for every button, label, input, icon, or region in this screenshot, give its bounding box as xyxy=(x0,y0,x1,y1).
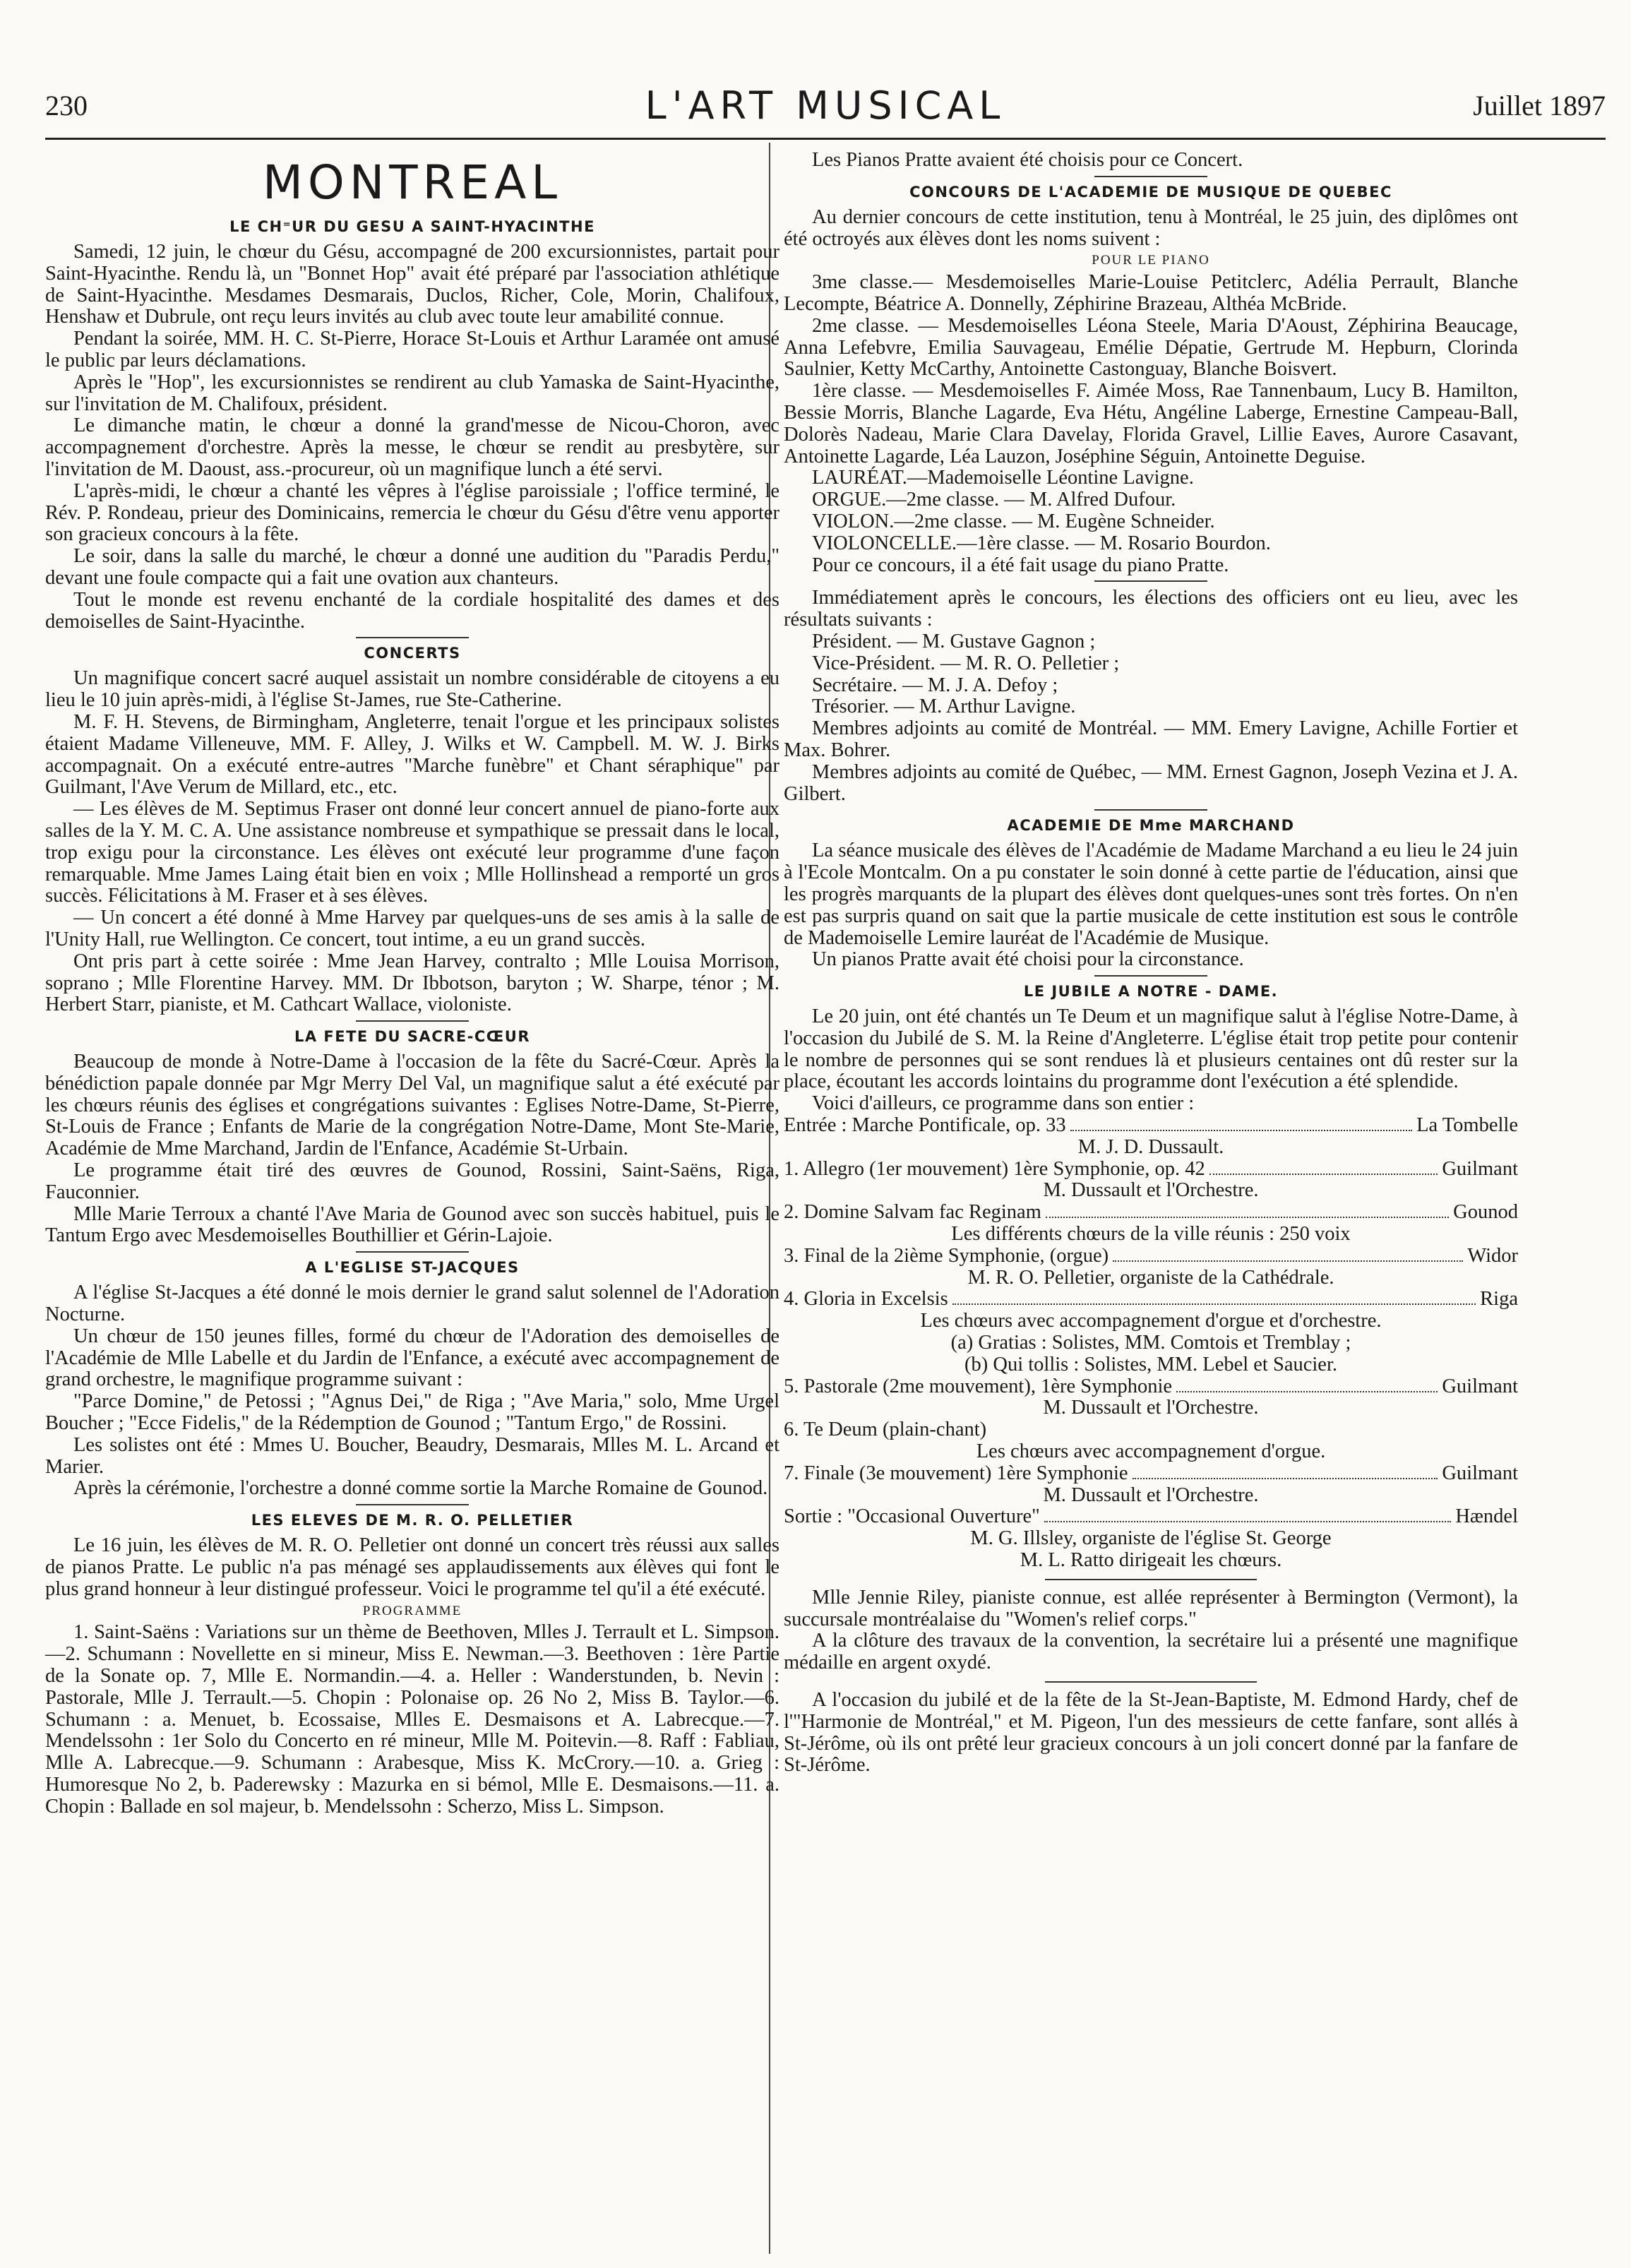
paragraph: Le dimanche matin, le chœur a donné la grand'messe de Nicou-Choron, avec accompagnement d'orchestre. Après la messe, le chœur se rendit au presbytère, sur l'invitation de M. Daoust, ass.-procureur, où un magnifique lunch a été servi. xyxy=(45,414,779,480)
article-heading-jubile: LE JUBILE A NOTRE - DAME. xyxy=(1023,983,1279,1001)
section-title: MONTREAL xyxy=(262,155,563,210)
program-item-composer: La Tombelle xyxy=(1416,1114,1518,1137)
divider xyxy=(1094,809,1207,811)
issue-date: Juillet 1897 xyxy=(1473,90,1606,121)
program-item-composer: Riga xyxy=(1480,1288,1518,1311)
article-heading-concerts: CONCERTS xyxy=(364,645,461,662)
paragraph: Un pianos Pratte avait été choisi pour la circonstance. xyxy=(812,948,1244,971)
paragraph: VIOLON.—2me classe. — M. Eugène Schneider. xyxy=(812,510,1215,532)
header-rule xyxy=(45,138,1606,140)
paragraph: Pour ce concours, il a été fait usage du piano Pratte. xyxy=(812,554,1229,576)
divider xyxy=(1094,975,1207,977)
program-item-title: 7. Finale (3e mouvement) 1ère Symphonie xyxy=(784,1462,1128,1484)
paragraph: Ont pris part à cette soirée : Mme Jean Harvey, contralto ; Mlle Louisa Morrison, soprano ; Mlle Florentine Harvey. MM. Dr Ibbotson, baryton ; W. Sharpe, ténor ; M. Herbert Starr, pianiste, et M. Cathcart Wallace, violoniste. xyxy=(45,950,779,1016)
program-item-composer: Widor xyxy=(1467,1244,1518,1267)
office-line: Trésorier. — M. Arthur Lavigne. xyxy=(812,696,1076,718)
paragraph: Le 20 juin, ont été chantés un Te Deum et un magnifique salut à l'église Notre-Dame, à l'occasion du Jubilé de S. M. la Reine d'Angleterre. L'église était trop petite pour contenir le nombre de personnes qui se sont rendues là et plusieurs centaines ont dû rester sur la place, écoutant les accords lointains du programme dont l'exécution a été splendide. xyxy=(784,1005,1518,1093)
article-heading-pelletier: LES ELEVES DE M. R. O. PELLETIER xyxy=(251,1512,574,1529)
paragraph: Samedi, 12 juin, le chœur du Gésu, accompagné de 200 excursionnistes, partait pour Saint-Hyacinthe. Rendu là, un "Bonnet Hop" avait été préparé par l'association athlétique de Saint-Hyacinthe. Mesdames Desmarais, Duclos, Richer, Cole, Morin, Chalifoux, Henshaw et Dubrule, ont reçu leurs invités au club avec toute leur amabilité connue. xyxy=(45,241,779,328)
article-heading-sacre-coeur: LA FETE DU SACRE-CŒUR xyxy=(294,1028,531,1046)
journal-title: L'ART MUSICAL xyxy=(645,83,1006,128)
program-item xyxy=(784,1419,1518,1441)
program-item-title: Entrée : Marche Pontificale, op. 33 xyxy=(784,1114,1066,1137)
paragraph: A l'occasion du jubilé et de la fête de la St-Jean-Baptiste, M. Edmond Hardy, chef de l'"Harmonie de Montréal," et M. Pigeon, l'un des messieurs de cette fanfare, sont allés à St-Jérôme, où ils ont prêté leur gracieux concours à un joli concert donné par la fanfare de St-Jérôme. xyxy=(784,1689,1518,1777)
paragraph: Les Pianos Pratte avaient été choisis pour ce Concert. xyxy=(812,149,1243,171)
program-item-performers: M. J. D. Dussault. xyxy=(1077,1135,1224,1158)
paragraph: 1ère classe. — Mesdemoiselles F. Aimée Moss, Rae Tannenbaum, Lucy B. Hamilton, Bessie Morris, Blanche Lagarde, Eva Hétu, Angéline Laberge, Ernestine Campeau-Ball, Dolorès Nadeau, Marie Clara Davelay, Florida Gravel, Lillie Eaves, Aurore Casavant, Antoinette Lagarde, Léa Lauzon, Joséphine Séguin, Antoinette Deguise. xyxy=(784,380,1518,467)
paragraph: Immédiatement après le concours, les élections des officiers ont eu lieu, avec les résultats suivants : xyxy=(784,587,1518,631)
divider xyxy=(1045,1579,1257,1580)
divider xyxy=(1045,1681,1257,1683)
paragraph: Mlle Marie Terroux a chanté l'Ave Maria de Gounod avec son succès habituel, puis le Tantum Ergo avec Mesdemoiselles Bouthillier et Gérin-Lajoie. xyxy=(45,1202,779,1247)
paragraph: Un magnifique concert sacré auquel assistait un nombre considérable de citoyens a eu lieu le 10 juin après-midi, à l'église St-James, rue Ste-Catherine. xyxy=(45,667,779,712)
article-heading-st-jacques: A L'EGLISE ST-JACQUES xyxy=(305,1259,520,1277)
paragraph: Le 16 juin, les élèves de M. R. O. Pelletier ont donné un concert très réussi aux salles de pianos Pratte. Le public n'a pas ménagé ses applaudissements aux élèves qui font le plus grand honneur à leur distingué professeur. Voici le programme tel qu'il a été exécuté. xyxy=(45,1534,779,1600)
program-item xyxy=(784,1289,1518,1311)
program-item xyxy=(784,1506,1518,1528)
divider xyxy=(1094,176,1207,177)
office-line: Membres adjoints au comité de Québec, — MM. Ernest Gagnon, Joseph Vezina et J. A. Gilbert. xyxy=(784,760,1518,805)
program-item xyxy=(784,1202,1518,1224)
program-item xyxy=(784,1463,1518,1485)
right-column xyxy=(784,150,1518,1777)
program-item-title: 6. Te Deum (plain-chant) xyxy=(784,1419,987,1441)
program-item-performers: Les chœurs avec accompagnement d'orgue. xyxy=(976,1440,1326,1463)
program-item-performers: M. L. Ratto dirigeait les chœurs. xyxy=(1020,1549,1282,1572)
dot-leader xyxy=(1044,1521,1452,1522)
program-item-title: 5. Pastorale (2me mouvement), 1ère Symphonie xyxy=(784,1375,1173,1397)
program-item-performers: M. Dussault et l'Orchestre. xyxy=(1043,1397,1259,1419)
program-item-performers: (a) Gratias : Solistes, MM. Comtois et Tremblay ; xyxy=(950,1332,1351,1354)
program-item-title: 4. Gloria in Excelsis xyxy=(784,1288,948,1311)
programme-text: 1. Saint-Saëns : Variations sur un thème de Beethoven, Mlles J. Terrault et L. Simpson.—2. Schumann : Novellette en si mineur, Miss E. Newman.—3. Beethoven : 1ère Partie de la Sonate op. 7, Mlle E. Normandin.—4. a. Heller : Wanderstunden, b. Nevin : Pastorale, Mlle J. Terrault.—5. Chopin : Polonaise op. 26 No 2, Miss B. Taylor.—6. Schumann : a. Menuet, b. Ecossaise, Mlles E. Desmaisons et A. Labrecque.—7. Mendelssohn : 1er Solo du Concerto en ré mineur, Mlle M. Poitevin.—8. Raff : Fabliau, Mlle A. Labrecque.—9. Schumann : Arabesque, Miss K. McCrory.—10. a. Grieg : Humoresque No 2, b. Paderewsky : Mazurka en si bémol, Mlle E. Desmaisons.—11. a. Chopin : Ballade en sol majeur, b. Mendelssohn : Scherzo, Miss L. Simpson. xyxy=(45,1621,779,1818)
paragraph: — Les élèves de M. Septimus Fraser ont donné leur concert annuel de piano-forte aux salles de la Y. M. C. A. Une assistance nombreuse et sympathique se pressait dans le local, trop exigu pour la circonstance. Les élèves ont exécuté leur programme d'une façon remarquable. Mme James Laing était bien en voix ; Mlle Hollinshead a remporté un gros succès. Félicitations à M. Fraser et à ses élèves. xyxy=(45,798,779,907)
paragraph: — Un concert a été donné à Mme Harvey par quelques-uns de ses amis à la salle de l'Unity Hall, rue Wellington. Ce concert, tout intime, a eu un grand succès. xyxy=(45,907,779,950)
office-line: Membres adjoints au comité de Montréal. — MM. Emery Lavigne, Achille Fortier et Max. Bohrer. xyxy=(784,717,1518,761)
paragraph: Tout le monde est revenu enchanté de la cordiale hospitalité des dames et des demoiselles de Saint-Hyacinthe. xyxy=(45,588,779,633)
page-number: 230 xyxy=(45,90,88,121)
paragraph: ORGUE.—2me classe. — M. Alfred Dufour. xyxy=(812,489,1176,511)
paragraph: Le programme était tiré des œuvres de Gounod, Rossini, Saint-Saëns, Riga, Fauconnier. xyxy=(45,1159,779,1203)
program-item-performers: M. Dussault et l'Orchestre. xyxy=(1043,1484,1259,1506)
office-line: Secrétaire. — M. J. A. Defoy ; xyxy=(812,674,1058,696)
paragraph: Mlle Jennie Riley, pianiste connue, est allée représenter à Bermington (Vermont), la succursale montréalaise du "Women's relief corps." xyxy=(784,1586,1518,1630)
dot-leader xyxy=(1046,1217,1449,1218)
dot-leader xyxy=(1133,1478,1438,1479)
program-item-composer: Guilmant xyxy=(1442,1157,1518,1180)
paragraph: Beaucoup de monde à Notre-Dame à l'occasion de la fête du Sacré-Cœur. Après la bénédiction papale donnée par Mgr Merry Del Val, un magnifique salut a été exécuté par les chœurs réunis des églises et congrégations suivantes : Eglises Notre-Dame, St-Pierre, St-Louis de France ; Enfants de Marie de la congrégation Notre-Dame, Mont Ste-Marie, Académie de Mme Marchand, Jardin de l'Enfance, Académie St-Urbain. xyxy=(45,1051,779,1160)
divider xyxy=(356,1251,469,1253)
paragraph: Un chœur de 150 jeunes filles, formé du chœur de l'Adoration des demoiselles de l'Académie de Mlle Labelle et du Jardin de l'Enfance, a exécuté avec accompagnement de grand orchestre, le magnifique programme suivant : xyxy=(45,1325,779,1391)
program-item-title: 3. Final de la 2ième Symphonie, (orgue) xyxy=(784,1244,1109,1267)
paragraph: A l'église St-Jacques a été donné le mois dernier le grand salut solennel de l'Adoration Nocturne. xyxy=(45,1282,779,1326)
divider xyxy=(356,637,469,638)
paragraph: A la clôture des travaux de la convention, la secrétaire lui a présenté une magnifique médaille en argent oxydé. xyxy=(784,1630,1518,1674)
paragraph: Les solistes ont été : Mmes U. Boucher, Beaudry, Desmarais, Mlles M. L. Arcand et Marier. xyxy=(45,1433,779,1478)
left-column xyxy=(45,150,779,1818)
paragraph: Au dernier concours de cette institution, tenu à Montréal, le 25 juin, des diplômes ont été octroyés aux élèves dont les noms suivent : xyxy=(784,205,1518,250)
paragraph: La séance musicale des élèves de l'Académie de Madame Marchand a eu lieu le 24 juin à l'Ecole Montcalm. On a pu constater le soin donné à cette partie de l'éducation, ainsi que les progrès marquants de la plupart des élèves dont quelques-unes sont très fortes. On n'en est pas surpris quand on sait que la partie musicale de cette institution est sous le contrôle de Mademoiselle Lemire lauréat de l'Académie de Musique. xyxy=(784,840,1518,949)
dot-leader xyxy=(1113,1260,1463,1262)
program-item-title: 1. Allegro (1er mouvement) 1ère Symphonie, op. 42 xyxy=(784,1157,1205,1180)
program-item-performers: (b) Qui tollis : Solistes, MM. Lebel et Saucier. xyxy=(964,1353,1337,1375)
paragraph: Le soir, dans la salle du marché, le chœur a donné une audition du "Paradis Perdu," devant une foule compacte qui a fait une ovation aux chanteurs. xyxy=(45,545,779,589)
programme-label: PROGRAMME xyxy=(362,1603,462,1618)
divider xyxy=(1094,580,1207,582)
program-item-composer: Gounod xyxy=(1453,1201,1518,1224)
program-item-performers: M. G. Illsley, organiste de l'église St. George xyxy=(970,1527,1332,1550)
program-item xyxy=(784,1246,1518,1267)
paragraph: "Parce Domine," de Petossi ; "Agnus Dei," de Riga ; "Ave Maria," solo, Mme Urgel Boucher ; "Ecce Fidelis," de la Rédemption de Gounod ; "Tantum Ergo," de Rossini. xyxy=(45,1390,779,1435)
dot-leader xyxy=(1176,1391,1438,1392)
paragraph: Pendant la soirée, MM. H. C. St-Pierre, Horace St-Louis et Arthur Laramée ont amusé le public par leurs déclamations. xyxy=(45,328,779,371)
article-heading-marchand: ACADEMIE DE Mme MARCHAND xyxy=(1007,817,1295,835)
paragraph: M. F. H. Stevens, de Birmingham, Angleterre, tenait l'orgue et les principaux solistes étaient Madame Villeneuve, MM. F. Alley, J. Wilks et W. Campbell. M. W. J. Birks accompagnait. On a exécuté entre-autres "Marche funèbre" et Chant séraphique" par Guilmant, l'Ave Verum de Millard, etc., etc. xyxy=(45,710,779,799)
paragraph: VIOLONCELLE.—1ère classe. — M. Rosario Bourdon. xyxy=(812,532,1271,554)
divider xyxy=(356,1504,469,1505)
article-heading-gesu: LE CH⁼UR DU GESU A SAINT-HYACINTHE xyxy=(229,218,595,235)
office-line: Vice-Président. — M. R. O. Pelletier ; xyxy=(812,652,1120,674)
article-heading-quebec: CONCOURS DE L'ACADEMIE DE MUSIQUE DE QUEBEC xyxy=(909,183,1392,201)
program-item-performers: Les différents chœurs de la ville réunis : 250 voix xyxy=(951,1223,1351,1246)
page-header xyxy=(45,83,1606,133)
paragraph: 3me classe.— Mesdemoiselles Marie-Louise Petitclerc, Adélia Perrault, Blanche Lecompte, Béatrice A. Donnelly, Zéphirine Brazeau, Althéa McBride. xyxy=(784,271,1518,315)
program-item-composer: Guilmant xyxy=(1442,1375,1518,1397)
program-item-composer: Guilmant xyxy=(1442,1462,1518,1484)
program-item-performers: M. Dussault et l'Orchestre. xyxy=(1043,1179,1259,1202)
piano-label: POUR LE PIANO xyxy=(1092,253,1210,268)
paragraph: Voici d'ailleurs, ce programme dans son entier : xyxy=(812,1092,1195,1115)
paragraph: Après la cérémonie, l'orchestre a donné comme sortie la Marche Romaine de Gounod. xyxy=(73,1477,768,1500)
program-item-title: 2. Domine Salvam fac Reginam xyxy=(784,1201,1041,1224)
program-item-performers: M. R. O. Pelletier, organiste de la Cathédrale. xyxy=(967,1266,1334,1289)
dot-leader xyxy=(1209,1174,1438,1175)
program-item-title: Sortie : "Occasional Ouverture" xyxy=(784,1505,1040,1528)
program-item xyxy=(784,1115,1518,1137)
jubile-program xyxy=(784,1115,1518,1572)
program-item-composer: Hændel xyxy=(1455,1505,1518,1528)
dot-leader xyxy=(952,1303,1476,1305)
program-item-performers: Les chœurs avec accompagnement d'orgue et d'orchestre. xyxy=(920,1310,1382,1332)
office-line: Président. — M. Gustave Gagnon ; xyxy=(812,630,1096,652)
paragraph: Après le "Hop", les excursionnistes se rendirent au club Yamaska de Saint-Hyacinthe, sur l'invitation de M. Chalifoux, président. xyxy=(45,371,779,415)
paragraph: LAURÉAT.—Mademoiselle Léontine Lavigne. xyxy=(812,467,1194,489)
program-item xyxy=(784,1376,1518,1398)
divider xyxy=(356,1020,469,1022)
paragraph: L'après-midi, le chœur a chanté les vêpres à l'église paroissiale ; l'office terminé, le Rév. P. Rondeau, prieur des Dominicains, remercia le chœur du Gésu d'être venu apporter son gracieux concours à la fête. xyxy=(45,479,779,546)
paragraph: 2me classe. — Mesdemoiselles Léona Steele, Maria D'Aoust, Zéphirina Beaucage, Anna Lefebvre, Emilia Sauvageau, Emélie Dépatie, Gertrude M. Hepburn, Clorinda Saulnier, Ketty McCarthy, Antoinette Castonguay, Blanche Boisvert. xyxy=(784,314,1518,381)
dot-leader xyxy=(1070,1130,1412,1131)
program-item xyxy=(784,1159,1518,1181)
